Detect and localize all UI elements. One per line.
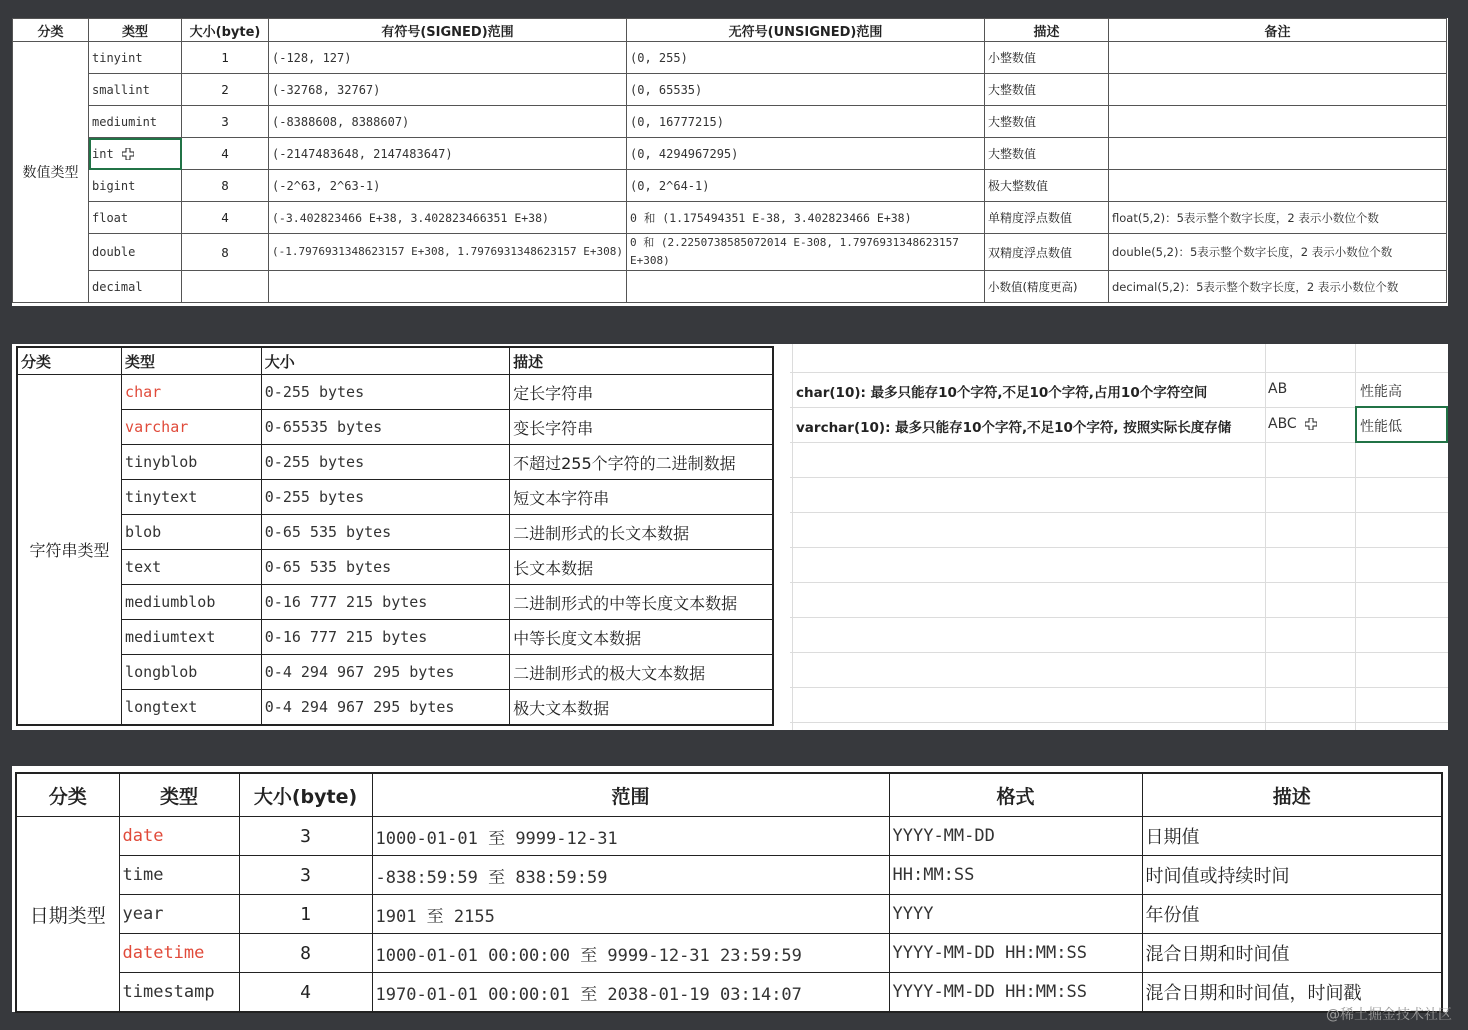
desc-cell[interactable]: 混合日期和时间值: [1142, 934, 1442, 973]
format-cell[interactable]: YYYY: [889, 895, 1142, 934]
table-row[interactable]: [16, 895, 1442, 934]
size-cell[interactable]: 2: [182, 74, 269, 106]
type-cell[interactable]: tinytext: [122, 480, 262, 515]
string-types-table: [16, 346, 774, 726]
size-cell[interactable]: 0-16 777 215 bytes: [261, 585, 509, 620]
size-cell[interactable]: 4: [239, 973, 372, 1013]
category-cell[interactable]: 数值类型: [13, 42, 89, 303]
signed-cell[interactable]: (-3.402823466 E+38, 3.402823466351 E+38): [269, 202, 627, 234]
note-cell[interactable]: double(5,2)：5表示整个数字长度，2 表示小数位个数: [1109, 234, 1447, 271]
desc-cell[interactable]: 年份值: [1142, 895, 1442, 934]
header-signed-range: 有符号(SIGNED)范围: [269, 19, 627, 42]
type-cell[interactable]: varchar: [122, 410, 262, 445]
table-row[interactable]: [13, 106, 1447, 138]
desc-cell[interactable]: 极大文本数据: [510, 690, 773, 726]
grid-line: [790, 547, 1448, 548]
unsigned-cell[interactable]: [627, 271, 985, 303]
desc-cell[interactable]: 短文本字符串: [510, 480, 773, 515]
desc-cell[interactable]: 大整数值: [985, 106, 1109, 138]
signed-cell[interactable]: (-2^63, 2^63-1): [269, 170, 627, 202]
size-cell[interactable]: 0-65 535 bytes: [261, 550, 509, 585]
desc-cell[interactable]: 日期值: [1142, 817, 1442, 856]
size-cell[interactable]: 4: [182, 138, 269, 170]
table-row[interactable]: [16, 856, 1442, 895]
header-format: 格式: [889, 773, 1142, 817]
string-types-panel: [12, 344, 1448, 730]
desc-cell[interactable]: 二进制形式的长文本数据: [510, 515, 773, 550]
table-row[interactable]: [13, 74, 1447, 106]
unsigned-cell[interactable]: 0 和 (2.2250738585072014 E-308, 1.7976931348623157 E+308): [627, 234, 985, 271]
size-cell[interactable]: 8: [182, 170, 269, 202]
unsigned-cell[interactable]: (0, 65535): [627, 74, 985, 106]
unsigned-cell[interactable]: (0, 16777215): [627, 106, 985, 138]
spreadsheet-grid[interactable]: [790, 344, 1448, 730]
grid-line: [790, 687, 1448, 688]
type-cell[interactable]: time: [119, 856, 239, 895]
header-type: 类型: [122, 347, 262, 375]
table-row[interactable]: [13, 138, 1447, 170]
range-cell[interactable]: -838:59:59 至 838:59:59: [372, 856, 889, 895]
desc-cell[interactable]: 大整数值: [985, 74, 1109, 106]
signed-cell[interactable]: (-1.7976931348623157 E+308, 1.7976931348623157 E+308): [269, 234, 627, 271]
signed-cell[interactable]: (-8388608, 8388607): [269, 106, 627, 138]
type-cell[interactable]: mediumtext: [122, 620, 262, 655]
table-row[interactable]: [17, 585, 773, 620]
desc-cell[interactable]: 二进制形式的极大文本数据: [510, 655, 773, 690]
category-cell[interactable]: 日期类型: [16, 817, 119, 1013]
table-row[interactable]: [16, 934, 1442, 973]
note-cell[interactable]: [1109, 170, 1447, 202]
note-cell[interactable]: [1109, 138, 1447, 170]
type-cell[interactable]: longtext: [122, 690, 262, 726]
header-type: 类型: [89, 19, 182, 42]
desc-cell[interactable]: 小数值(精度更高): [985, 271, 1109, 303]
date-types-panel: [12, 766, 1448, 1012]
table-header-row: [16, 773, 1442, 817]
range-cell[interactable]: 1970-01-01 00:00:01 至 2038-01-19 03:14:07: [372, 973, 889, 1013]
grid-line: [1265, 344, 1266, 730]
unsigned-cell[interactable]: 0 和 (1.175494351 E-38, 3.402823466 E+38): [627, 202, 985, 234]
type-cell[interactable]: bigint: [89, 170, 182, 202]
type-cell[interactable]: char: [122, 375, 262, 410]
type-cell[interactable]: decimal: [89, 271, 182, 303]
desc-cell[interactable]: 极大整数值: [985, 170, 1109, 202]
size-cell[interactable]: 3: [182, 106, 269, 138]
header-size: 大小(byte): [239, 773, 372, 817]
type-cell[interactable]: year: [119, 895, 239, 934]
size-cell[interactable]: 8: [182, 234, 269, 271]
size-cell[interactable]: 0-255 bytes: [261, 375, 509, 410]
type-cell[interactable]: blob: [122, 515, 262, 550]
numeric-types-panel: [12, 18, 1448, 306]
size-cell[interactable]: [182, 271, 269, 303]
desc-cell[interactable]: 小整数值: [985, 42, 1109, 74]
char-note[interactable]: char(10): 最多只能存10个字符,不足10个字符,占用10个字符空间: [796, 385, 1208, 401]
char-performance[interactable]: 性能高: [1360, 384, 1402, 400]
header-category: 分类: [17, 347, 122, 375]
desc-cell[interactable]: 长文本数据: [510, 550, 773, 585]
desc-cell[interactable]: 不超过255个字符的二进制数据: [510, 445, 773, 480]
type-cell[interactable]: timestamp: [119, 973, 239, 1013]
table-row[interactable]: [13, 170, 1447, 202]
grid-line: [792, 344, 793, 730]
table-row[interactable]: [16, 817, 1442, 856]
type-cell[interactable]: tinyint: [89, 42, 182, 74]
header-category: 分类: [16, 773, 119, 817]
table-row[interactable]: [16, 973, 1442, 1013]
size-cell[interactable]: 0-65535 bytes: [261, 410, 509, 445]
type-cell[interactable]: mediumblob: [122, 585, 262, 620]
table-row[interactable]: [17, 410, 773, 445]
size-cell[interactable]: 0-65 535 bytes: [261, 515, 509, 550]
size-cell[interactable]: 0-255 bytes: [261, 480, 509, 515]
grid-line: [790, 652, 1448, 653]
desc-cell[interactable]: 变长字符串: [510, 410, 773, 445]
size-cell[interactable]: 3: [239, 856, 372, 895]
grid-line: [790, 477, 1448, 478]
grid-line: [790, 582, 1448, 583]
desc-cell[interactable]: 二进制形式的中等长度文本数据: [510, 585, 773, 620]
grid-line: [790, 372, 1448, 373]
table-row[interactable]: [17, 480, 773, 515]
header-description: 描述: [985, 19, 1109, 42]
header-size: 大小(byte): [182, 19, 269, 42]
size-cell[interactable]: 0-16 777 215 bytes: [261, 620, 509, 655]
range-cell[interactable]: 1000-01-01 至 9999-12-31: [372, 817, 889, 856]
header-note: 备注: [1109, 19, 1447, 42]
unsigned-cell[interactable]: (0, 255): [627, 42, 985, 74]
category-cell[interactable]: 字符串类型: [17, 375, 122, 726]
header-size: 大小: [261, 347, 509, 375]
note-cell[interactable]: decimal(5,2)：5表示整个数字长度，2 表示小数位个数: [1109, 271, 1447, 303]
table-header-row: [17, 347, 773, 375]
signed-cell[interactable]: (-128, 127): [269, 42, 627, 74]
varchar-note[interactable]: varchar(10): 最多只能存10个字符,不足10个字符, 按照实际长度存储: [796, 420, 1232, 436]
table-row[interactable]: [17, 515, 773, 550]
note-cell[interactable]: [1109, 106, 1447, 138]
desc-cell[interactable]: 大整数值: [985, 138, 1109, 170]
type-cell[interactable]: smallint: [89, 74, 182, 106]
grid-line: [790, 617, 1448, 618]
note-cell[interactable]: [1109, 42, 1447, 74]
header-category: 分类: [13, 19, 89, 42]
date-types-table: [15, 772, 1443, 1013]
desc-cell[interactable]: 单精度浮点数值: [985, 202, 1109, 234]
signed-cell[interactable]: (-2147483648, 2147483647): [269, 138, 627, 170]
table-header-row: [13, 19, 1447, 42]
table-row[interactable]: [13, 42, 1447, 74]
type-cell[interactable]: float: [89, 202, 182, 234]
varchar-performance[interactable]: 性能低: [1360, 419, 1402, 435]
signed-cell[interactable]: (-32768, 32767): [269, 74, 627, 106]
table-row[interactable]: [17, 375, 773, 410]
size-cell[interactable]: 1: [182, 42, 269, 74]
desc-cell[interactable]: 混合日期和时间值，时间戳: [1142, 973, 1442, 1013]
size-cell[interactable]: 0-4 294 967 295 bytes: [261, 690, 509, 726]
grid-line: [1355, 344, 1356, 730]
size-cell[interactable]: 3: [239, 817, 372, 856]
desc-cell[interactable]: 双精度浮点数值: [985, 234, 1109, 271]
table-row[interactable]: [17, 445, 773, 480]
note-cell[interactable]: float(5,2)：5表示整个数字长度，2 表示小数位个数: [1109, 202, 1447, 234]
numeric-types-table: [12, 18, 1447, 303]
varchar-example-text: ABC: [1268, 416, 1297, 432]
size-cell[interactable]: 0-255 bytes: [261, 445, 509, 480]
grid-line: [790, 722, 1448, 723]
type-cell-text: int: [92, 146, 114, 161]
format-cell[interactable]: YYYY-MM-DD HH:MM:SS: [889, 973, 1142, 1013]
grid-line: [790, 407, 1448, 408]
range-cell[interactable]: 1000-01-01 00:00:00 至 9999-12-31 23:59:59: [372, 934, 889, 973]
unsigned-cell[interactable]: (0, 4294967295): [627, 138, 985, 170]
header-description: 描述: [1142, 773, 1442, 817]
format-cell[interactable]: HH:MM:SS: [889, 856, 1142, 895]
type-cell[interactable]: datetime: [119, 934, 239, 973]
size-cell[interactable]: 0-4 294 967 295 bytes: [261, 655, 509, 690]
type-cell-selected[interactable]: [89, 138, 182, 170]
format-cell[interactable]: YYYY-MM-DD HH:MM:SS: [889, 934, 1142, 973]
size-cell[interactable]: 4: [182, 202, 269, 234]
header-description: 描述: [510, 347, 773, 375]
watermark: @稀土掘金技术社区: [1326, 1007, 1452, 1023]
type-cell[interactable]: mediumint: [89, 106, 182, 138]
cursor-icon: [1305, 418, 1317, 430]
type-cell[interactable]: text: [122, 550, 262, 585]
signed-cell[interactable]: [269, 271, 627, 303]
format-cell[interactable]: YYYY-MM-DD: [889, 817, 1142, 856]
range-cell[interactable]: 1901 至 2155: [372, 895, 889, 934]
type-cell[interactable]: double: [89, 234, 182, 271]
grid-line: [790, 442, 1448, 443]
table-row[interactable]: [17, 655, 773, 690]
type-cell[interactable]: tinyblob: [122, 445, 262, 480]
grid-line: [790, 512, 1448, 513]
table-row[interactable]: [17, 620, 773, 655]
table-row[interactable]: [17, 550, 773, 585]
table-row[interactable]: [17, 690, 773, 726]
header-range: 范围: [372, 773, 889, 817]
desc-cell[interactable]: 时间值或持续时间: [1142, 856, 1442, 895]
size-cell[interactable]: 8: [239, 934, 372, 973]
table-row[interactable]: [13, 202, 1447, 234]
type-cell[interactable]: longblob: [122, 655, 262, 690]
table-row[interactable]: [13, 271, 1447, 303]
desc-cell[interactable]: 中等长度文本数据: [510, 620, 773, 655]
size-cell[interactable]: 1: [239, 895, 372, 934]
desc-cell[interactable]: 定长字符串: [510, 375, 773, 410]
header-type: 类型: [119, 773, 239, 817]
cursor-icon: [122, 148, 134, 160]
varchar-example[interactable]: [1268, 416, 1317, 432]
note-cell[interactable]: [1109, 74, 1447, 106]
unsigned-cell[interactable]: (0, 2^64-1): [627, 170, 985, 202]
table-row[interactable]: [13, 234, 1447, 271]
header-unsigned-range: 无符号(UNSIGNED)范围: [627, 19, 985, 42]
char-example[interactable]: AB: [1268, 381, 1288, 397]
type-cell[interactable]: date: [119, 817, 239, 856]
